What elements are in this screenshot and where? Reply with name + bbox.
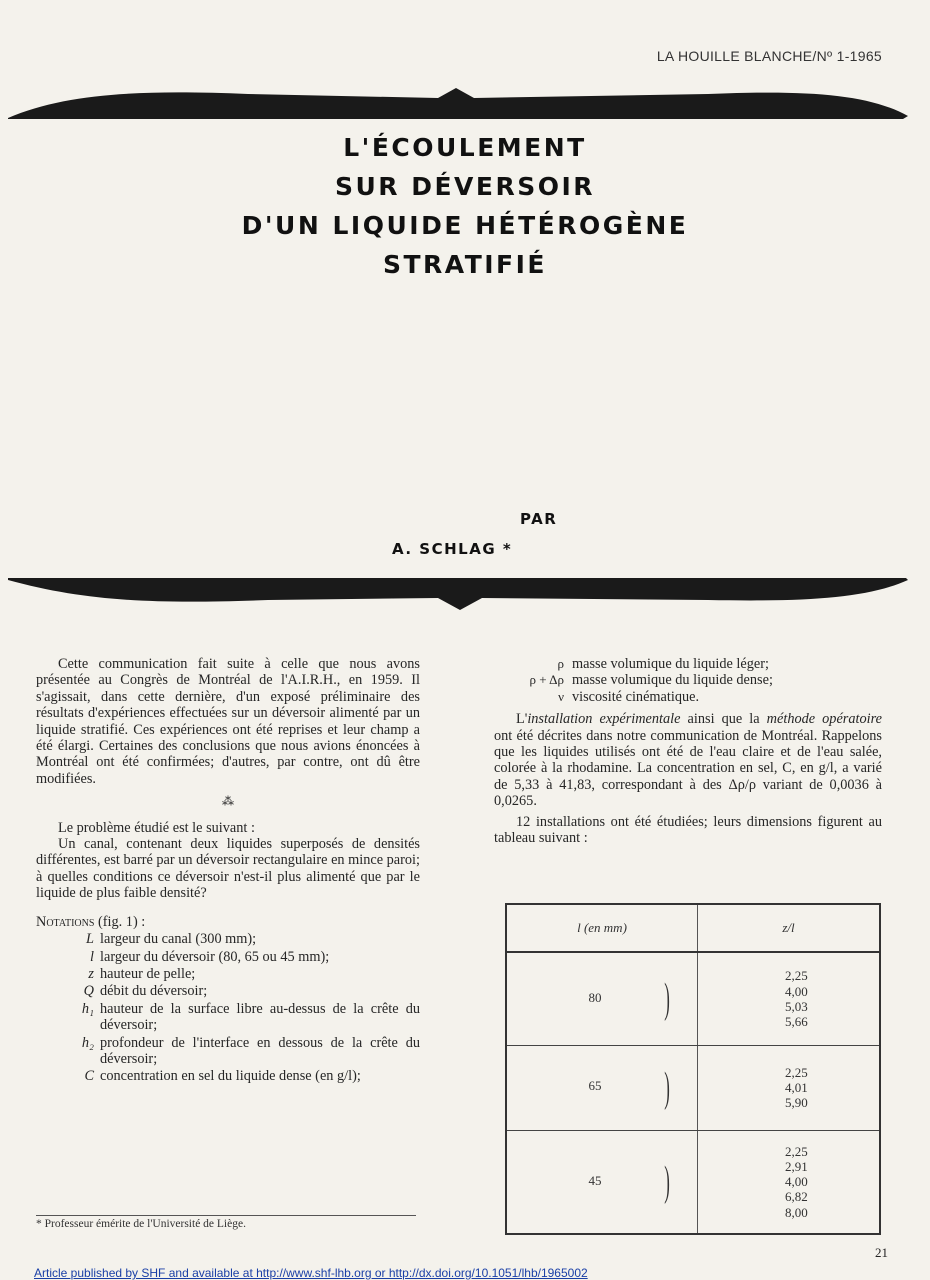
bottom-decorative-band <box>8 578 908 612</box>
source-link[interactable]: Article published by SHF and available at http://www.shf-lhb.org or http://dx.doi.org/10.1051/lhb/1965002 <box>34 1266 588 1280</box>
l-value: 80 <box>588 989 602 1005</box>
notation-item <box>494 672 882 688</box>
zl-cell <box>698 952 881 1045</box>
top-decorative-band <box>8 86 908 120</box>
zl-value: 6,82 <box>785 1189 808 1205</box>
notation-symbol: h₂ <box>81 1034 94 1051</box>
zl-value: 5,03 <box>785 998 808 1014</box>
installations-paragraph: 12 installations ont été étudiées; leurs dimensions figurent au tableau suivant : <box>494 813 882 847</box>
zl-value: 2,91 <box>785 1158 808 1174</box>
zl-value: 5,90 <box>785 1095 808 1111</box>
table-header-zl: z/l <box>698 904 881 952</box>
notations-heading <box>36 914 420 930</box>
zl-value: 4,01 <box>785 1079 808 1095</box>
notations-ref: (fig. 1) : <box>98 913 146 930</box>
l-cell <box>506 1130 698 1234</box>
notation-item <box>36 1001 420 1034</box>
zl-cell <box>698 1130 881 1234</box>
zl-value: 2,25 <box>785 968 808 984</box>
zl-value: 4,00 <box>785 983 808 999</box>
title-line-3: D'UN LIQUIDE HÉTÉROGÈNE <box>241 211 689 240</box>
brace-icon: ) <box>664 1158 670 1205</box>
zl-value: 2,25 <box>785 1064 808 1080</box>
notation-definition: largeur du déversoir (80, 65 ou 45 mm); <box>100 948 330 965</box>
section-separator: ⁂ <box>222 794 234 809</box>
by-label: PAR <box>520 510 558 528</box>
notation-item <box>494 656 882 672</box>
l-cell <box>506 1045 698 1130</box>
journal-header: LA HOUILLE BLANCHE/Nº 1-1965 <box>656 48 882 64</box>
notation-symbol: L <box>86 931 94 948</box>
author-name: A. SCHLAG * <box>392 540 513 558</box>
l-cell <box>506 952 698 1045</box>
notation-definition: hauteur de la surface libre au-dessus de la crête du déversoir; <box>100 1000 420 1034</box>
title-line-1: L'ÉCOULEMENT <box>343 133 587 162</box>
text-run: ont été décrites dans notre communication de Montréal. Rappelons que les liquides utilisés ont été de l'eau claire et de l'eau salée, colorée à la rhodamine. La concentration en sel, C, en g/l, a varié de 5,33 à 41,83, correspondant à des Δρ/ρ variant de 0,0036 à 0,0265. <box>494 727 882 810</box>
table-row <box>506 952 880 1045</box>
left-column <box>36 656 420 1086</box>
notation-item <box>36 983 420 999</box>
title-line-4: STRATIFIÉ <box>382 250 548 279</box>
brace-icon: ) <box>664 975 670 1022</box>
text-run: L' <box>516 711 528 728</box>
table-row <box>506 1130 880 1234</box>
l-value: 65 <box>588 1078 602 1094</box>
notation-definition: masse volumique du liquide dense; <box>572 672 773 689</box>
problem-intro: Le problème étudié est le suivant : <box>58 819 255 836</box>
notation-definition: viscosité cinématique. <box>572 688 700 705</box>
notation-symbol: Q <box>83 983 94 1000</box>
l-value: 45 <box>588 1172 602 1188</box>
zl-cell <box>698 1045 881 1130</box>
page-number: 21 <box>875 1245 888 1260</box>
notations-title: Notations <box>36 913 95 930</box>
zl-value: 5,66 <box>785 1013 808 1029</box>
emphasis-methode: méthode opératoire <box>766 711 882 728</box>
text-run: ainsi que la <box>680 711 767 728</box>
article-title <box>0 128 930 284</box>
footnote-divider <box>36 1215 416 1216</box>
notation-item <box>36 931 420 947</box>
notation-item <box>36 966 420 982</box>
notation-item <box>36 1035 420 1068</box>
title-line-2: SUR DÉVERSOIR <box>334 172 596 201</box>
footnote: * Professeur émérite de l'Université de Liège. <box>36 1218 246 1230</box>
notation-definition: débit du déversoir; <box>100 983 208 1000</box>
notation-symbol: ρ + Δρ <box>529 672 564 688</box>
notation-symbol: l <box>90 948 94 965</box>
dimensions-table <box>505 903 881 1235</box>
right-column <box>494 656 882 846</box>
notation-symbol: z <box>88 965 94 982</box>
notation-definition: hauteur de pelle; <box>100 965 196 982</box>
intro-paragraph: Cette communication fait suite à celle que nous avons présentée au Congrès de Montréal de l'A.I.R.H., en 1959. Il s'agissait, dans cette dernière, d'un exposé préliminaire des résultats d'expériences effectuées sur un déversoir alimenté par un liquide stratifié. Ces expériences ont été reprises et leur champ a été élargi. Certaines des conclusions que nous avions énoncées à Montréal ont été confirmées; d'autres, par contre, ont dû être modifiées. <box>36 656 420 787</box>
emphasis-installation: installation expérimentale <box>527 711 681 728</box>
zl-value: 2,25 <box>785 1143 808 1159</box>
notation-symbol: h₁ <box>81 1000 94 1017</box>
installation-paragraph <box>494 711 882 809</box>
zl-value: 8,00 <box>785 1204 808 1220</box>
zl-value: 4,00 <box>785 1174 808 1190</box>
notation-item <box>494 689 882 705</box>
notation-definition: profondeur de l'interface en dessous de la crête du déversoir; <box>100 1034 420 1067</box>
problem-paragraph: Un canal, contenant deux liquides superposés de densités différentes, est barré par un déversoir rectangulaire en mince paroi; à quelles conditions ce déversoir n'est-il plus alimenté que par le liquide de plus faible densité? <box>36 836 420 902</box>
notation-symbol: ρ <box>557 656 564 671</box>
notation-definition: largeur du canal (300 mm); <box>100 931 257 948</box>
notation-definition: concentration en sel du liquide dense (en g/l); <box>100 1068 361 1085</box>
brace-icon: ) <box>664 1064 670 1111</box>
table-header-l: l (en mm) <box>506 904 698 952</box>
notation-item <box>36 1068 420 1084</box>
notation-definition: masse volumique du liquide léger; <box>572 656 769 672</box>
notation-symbol: ν <box>558 688 564 704</box>
table-row <box>506 1045 880 1130</box>
notation-symbol: C <box>84 1068 94 1085</box>
notation-item <box>36 949 420 965</box>
